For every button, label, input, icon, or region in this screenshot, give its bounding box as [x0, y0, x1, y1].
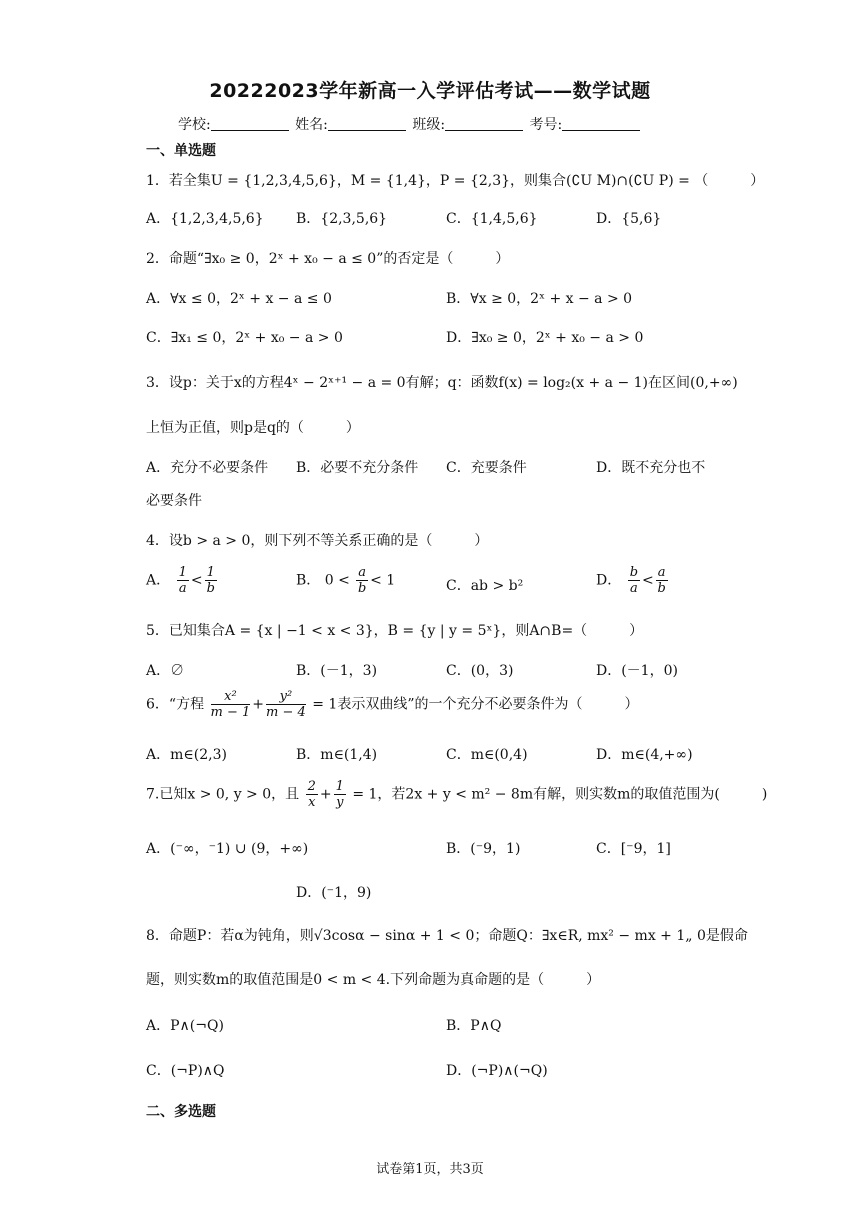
section-single-choice: 一、单选题: [146, 143, 216, 159]
q7-option-a: A．(⁻∞，⁻1) ∪ (9，+∞): [146, 841, 309, 857]
q2-option-c: C．∃x₁ ≤ 0，2ˣ + x₀ − a > 0: [146, 330, 343, 346]
name-blank: [328, 116, 406, 131]
q7-stem: 7.已知x > 0, y > 0，且 $\frac{2}{x}$ + $\frac{1}{y}$ = 1，若2x + y < m² − 8m有解，则实数m的取值范围为( ): [146, 779, 768, 810]
class-blank: [445, 116, 523, 131]
q1-option-d: D．{5,6}: [596, 211, 662, 227]
q1-stem: 1．若全集U = {1,2,3,4,5,6}，M = {1,4}，P = {2,3}，则集合(∁U M)∩(∁U P) = （ ）: [146, 173, 765, 189]
q8-option-b: B．P∧Q: [446, 1018, 502, 1034]
q4-stem: 4．设b > a > 0，则下列不等关系正确的是（ ）: [146, 533, 489, 549]
q2-option-a: A．∀x ≤ 0，2ˣ + x − a ≤ 0: [146, 291, 332, 307]
frac-1-over-y: $\frac{1}{y}$: [335, 779, 344, 810]
q2-option-b: B．∀x ≥ 0，2ˣ + x − a > 0: [446, 291, 633, 307]
q2-stem: 2．命题“∃x₀ ≥ 0，2ˣ + x₀ − a ≤ 0”的否定是（ ）: [146, 251, 510, 267]
q4-option-a: A． $\frac{1}{a}$ < $\frac{1}{b}$: [146, 565, 215, 596]
q1-option-c: C．{1,4,5,6}: [446, 211, 538, 227]
frac-x2-over-m-1: $\frac{\text{x²}}{m - 1}$: [210, 689, 251, 720]
frac-2-over-x: $\frac{2}{x}$: [307, 779, 316, 810]
class-label: 班级:: [412, 117, 446, 133]
q5-option-c: C．(0，3): [446, 663, 514, 679]
q8-option-a: A．P∧(¬Q): [146, 1018, 224, 1034]
q7-option-b: B．(⁻9，1): [446, 841, 521, 857]
frac-b-over-a: $\frac{b}{a}$: [629, 565, 639, 596]
frac-1-over-b: $\frac{1}{b}$: [206, 565, 215, 596]
q4-option-c: C．ab > b²: [446, 578, 524, 594]
q7-option-d: D．(⁻1，9): [296, 885, 372, 901]
q1-option-a: A．{1,2,3,4,5,6}: [146, 211, 264, 227]
q5-option-a: A．∅: [146, 663, 185, 679]
q3-stem-line1: 3．设p：关于x的方程4ˣ − 2ˣ⁺¹ − a = 0有解；q：函数f(x) = log₂(x + a − 1)在区间(0,+∞): [146, 375, 738, 391]
q6-option-d: D．m∈(4,+∞): [596, 747, 693, 763]
q8-stem-line2: 题，则实数m的取值范围是0 < m < 4.下列命题为真命题的是（ ）: [146, 972, 601, 988]
q7-option-c: C．[⁻9，1]: [596, 841, 671, 857]
student-info-line: [178, 114, 642, 134]
q5-option-d: D．(－1，0): [596, 663, 678, 679]
q1-option-b: B．{2,3,5,6}: [296, 211, 388, 227]
q8-stem-line1: 8．命题P：若α为钝角，则√3cosα − sinα + 1 < 0；命题Q：∃x∈R, mx² − mx + 1„ 0是假命: [146, 928, 748, 944]
q6-option-c: C．m∈(0,4): [446, 747, 528, 763]
school-label: 学校:: [178, 117, 211, 133]
q2-option-d: D．∃x₀ ≥ 0，2ˣ + x₀ − a > 0: [446, 330, 644, 346]
exam-no-label: 考号:: [529, 117, 563, 133]
name-label: 姓名:: [295, 117, 328, 133]
q6-option-a: A．m∈(2,3): [146, 747, 227, 763]
page-title: 20222023学年新高一入学评估考试——数学试题: [209, 80, 651, 102]
q3-option-c: C．充要条件: [446, 460, 527, 476]
frac-a-over-b-2: $\frac{a}{b}$: [657, 565, 666, 596]
q4-option-d: D． $\frac{b}{a}$ < $\frac{a}{b}$: [596, 565, 666, 596]
q3-option-d: D．既不充分也不: [596, 460, 706, 476]
q8-option-c: C．(¬P)∧Q: [146, 1063, 225, 1079]
q3-option-d-cont: 必要条件: [146, 493, 202, 509]
q3-option-a: A．充分不必要条件: [146, 460, 269, 476]
q8-option-d: D．(¬P)∧(¬Q): [446, 1063, 548, 1079]
frac-1-over-a: $\frac{1}{a}$: [178, 565, 187, 596]
q5-option-b: B．(－1，3): [296, 663, 378, 679]
frac-a-over-b: $\frac{a}{b}$: [358, 565, 367, 596]
school-blank: [211, 116, 289, 131]
exam-no-blank: [562, 116, 640, 131]
q3-stem-line2: 上恒为正值，则p是q的（ ）: [146, 420, 360, 436]
q6-option-b: B．m∈(1,4): [296, 747, 378, 763]
q6-stem: 6．“方程 $\frac{\text{x²}}{m - 1}$ + $\frac{\text{y²}}{m - 4}$ = 1表示双曲线”的一个充分不必要条件为（ ）: [146, 689, 639, 720]
q4-option-b: B． 0 < $\frac{a}{b}$ < 1: [296, 565, 396, 596]
q3-option-b: B．必要不充分条件: [296, 460, 419, 476]
section-multi-choice: 二、多选题: [146, 1104, 216, 1120]
frac-y2-over-m-4: $\frac{\text{y²}}{m - 4}$: [266, 689, 306, 720]
q5-stem: 5．已知集合A = {x | −1 < x < 3}，B = {y | y = 5ˣ}，则A∩B=（ ）: [146, 623, 644, 639]
page-footer: 试卷第1页，共3页: [376, 1162, 484, 1177]
